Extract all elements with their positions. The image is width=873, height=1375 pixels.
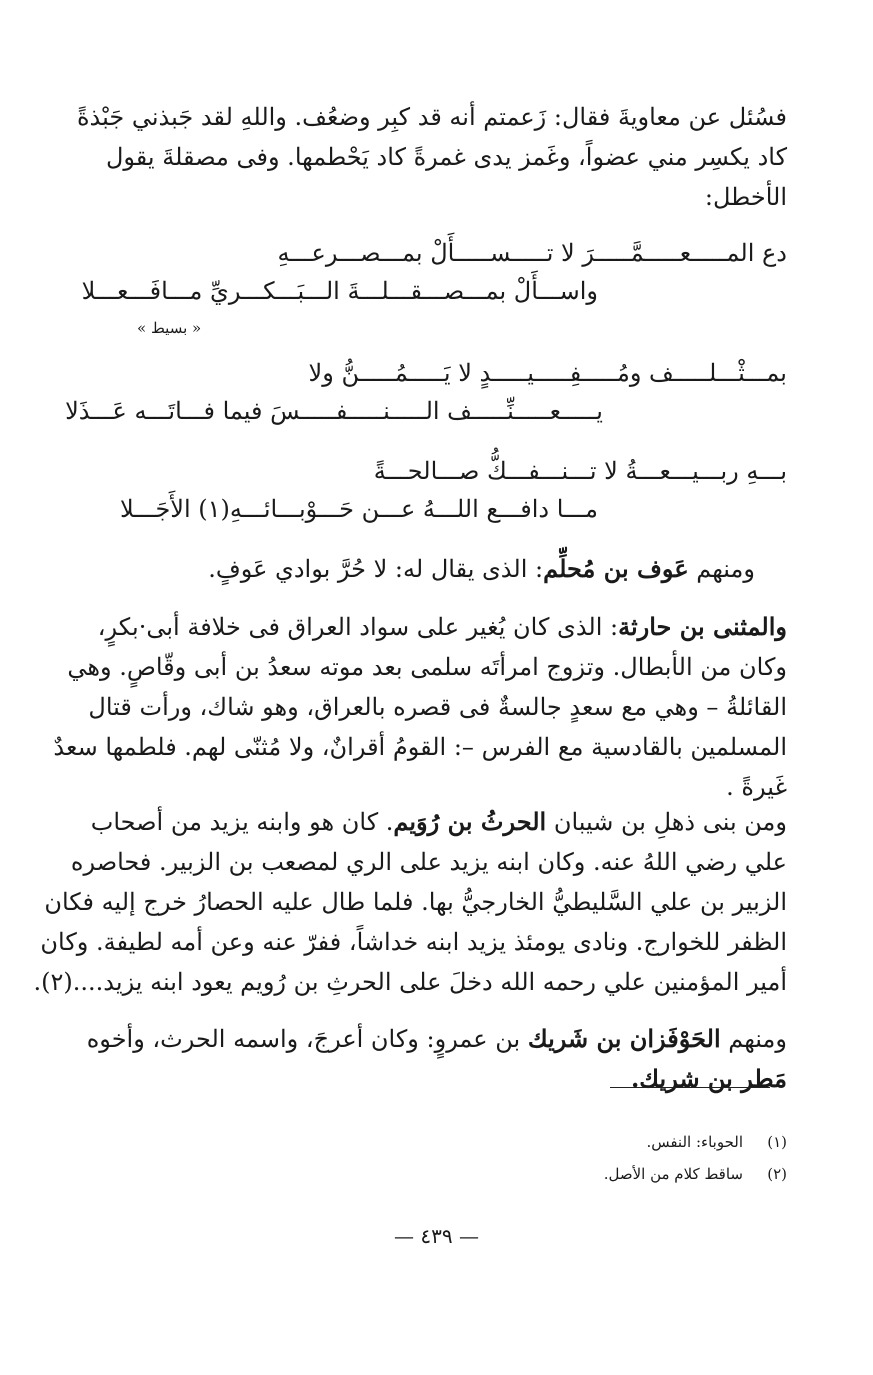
footnote-number: (١) — [767, 1133, 787, 1151]
footnote-1 — [646, 1131, 787, 1153]
footnote-number: (٢) — [767, 1165, 787, 1183]
paragraph-line: القائلةُ – وهي مع سعدٍ جالسةٌ فى قصره بالعراق، وهو شاك، ورأت قتال — [88, 693, 787, 721]
paragraph-line: ومن بنى ذهلِ بن شيبان الحرثُ بن رُوَيم. كان هو وابنه يزيد من أصحاب — [90, 807, 787, 836]
paragraph-line: علي رضي اللهُ عنه. وكان ابنه يزيد على الري لمصعب بن الزبير. فحاصره — [70, 848, 787, 876]
meter-label: « بسيط » — [137, 319, 202, 337]
paragraph-line: فسُئل عن معاويةَ فقال: زَعمتم أنه قد كبِر وضعُف. واللهِ لقد جَبذني جَبْذةً — [76, 103, 787, 131]
paragraph-line: وكان من الأبطال. وتزوج امرأتَه سلمى بعد موته سعدُ بن أبى وقّاصٍ. وهي — [67, 653, 787, 681]
paragraph-line: المسلمين بالقادسية مع الفرس –: القومُ أقرانٌ، ولا مُثنّى لهم. فلطمها سعدٌ — [53, 733, 787, 761]
entry-awf: ومنهم عَوف بن مُحلِّم: الذى يقال له: لا حُرَّ بوادي عَوفٍ. — [208, 554, 755, 583]
paragraph-line: الأخطل: — [704, 183, 787, 211]
page-number: — ٤٣٩ — — [394, 1224, 479, 1248]
paragraph-line: كاد يكسِر مني عضواً، وغَمز يدى غمرةً كاد يَحْطمها. وفى مصقلةَ يقول — [105, 143, 787, 171]
verse-hemistich: يـــــعـــــنِّـــــف الـــــنـــــفـــــسَ فيما فـــاتَـــه عَـــذَلا — [65, 397, 603, 425]
verse-hemistich: بمـــثْـــلـــــف ومُـــــفِـــــيـــــدٍ لا يَـــــمُـــــنُّ ولا — [308, 359, 787, 387]
paragraph-line: الظفر للخوارج. ونادى يومئذ يزيد ابنه خداشاً، ففرّ عنه وعن أمه لطيفة. وكان — [40, 928, 787, 956]
paragraph-line: الزبير بن علي السَّليطيُّ الخارجيُّ بها. فلما طال عليه الحصارُ خرج إليه فكان — [44, 888, 787, 916]
paragraph-line: غَيرةً . — [726, 773, 787, 801]
verse-hemistich: مـــا دافـــع اللـــهُ عـــن حَـــوْبـــائـــهِ(١) الأَجَـــلا — [120, 495, 598, 523]
paragraph-line: أمير المؤمنين علي رحمه الله دخلَ على الحرثِ بن رُويم يعود ابنه يزيد....(٢). — [33, 968, 787, 996]
footnote-text: ساقط كلام من الأصل. — [603, 1165, 743, 1183]
verse-hemistich: واســـأَلْ بمـــصـــقـــلـــةَ الـــبَـــكـــريِّ مـــافَـــعـــلا — [81, 277, 598, 305]
paragraph-line: مَطر بن شريك. — [630, 1064, 787, 1093]
paragraph-line: ومنهم الحَوْفَزان بن شَريك بن عمروٍ: وكان أعرجَ، واسمه الحرث، وأخوه — [86, 1024, 787, 1053]
verse-hemistich: بـــهِ ربـــيـــعـــةُ لا تـــنـــفـــكُّ صـــالحـــةً — [373, 457, 787, 485]
verse-hemistich: دع المـــــعـــــمَّـــــرَ لا تـــــســـــأَلْ بمـــصـــرعـــهِ — [277, 239, 787, 267]
footnote-text: الحوباء: النفس. — [646, 1133, 743, 1151]
footnote-separator — [610, 1087, 770, 1088]
paragraph-line: والمثنى بن حارثة: الذى كان يُغير على سواد العراق فى خلافة أبى·بكرٍ، — [97, 612, 787, 641]
footnote-2 — [604, 1163, 787, 1185]
